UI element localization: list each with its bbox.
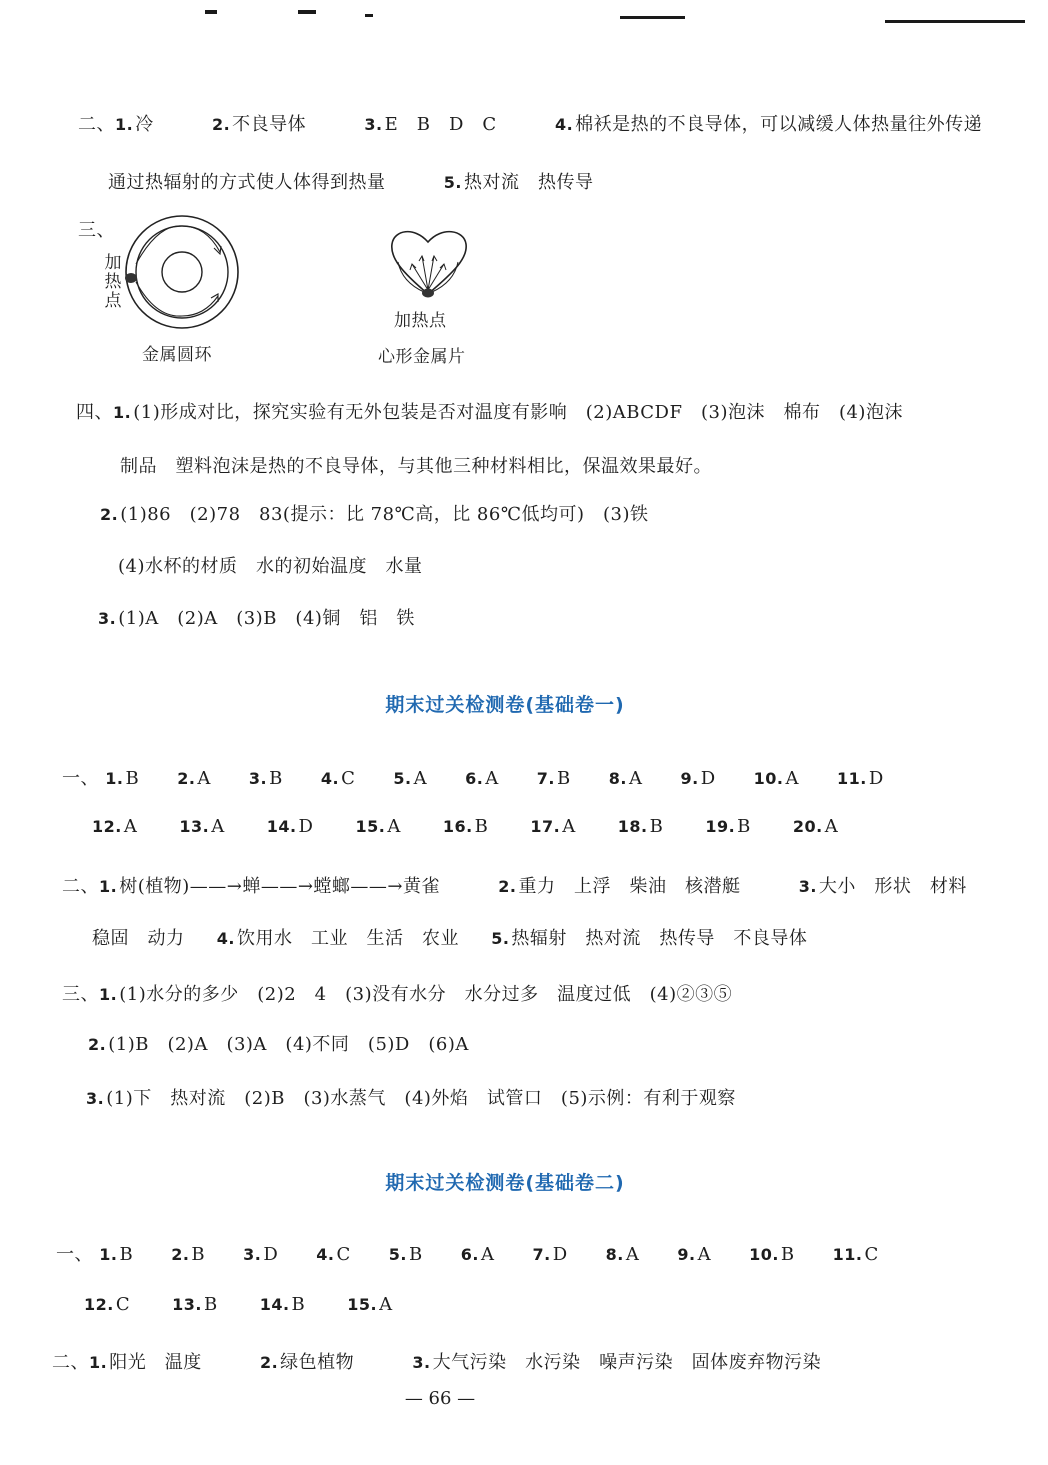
mc-answer [99, 1244, 133, 1265]
answer-text: 通过热辐射的方式使人体得到热量 [108, 172, 386, 193]
mc-answer [833, 1244, 879, 1265]
answer-text: 稳固 动力 [92, 928, 185, 949]
mc-answer [609, 768, 643, 789]
q-number: 7. [536, 769, 556, 788]
answer-text: C [336, 1244, 351, 1265]
answer-text: D [263, 1244, 279, 1265]
heating-point-dot [422, 289, 434, 298]
mc-answer [618, 816, 664, 837]
q-number: 11. [836, 769, 867, 788]
q-number: 14. [266, 817, 297, 836]
answer-text: D [298, 816, 314, 837]
answer-text: A [379, 1294, 393, 1315]
mc-answer [243, 1244, 278, 1265]
sec2-line1 [78, 110, 982, 136]
sec4-q2-line2: (4)水杯的材质 水的初始温度 水量 [118, 556, 423, 577]
q-number: 9. [680, 769, 699, 788]
q-number: 2. [259, 1353, 279, 1372]
q-number: 3. [798, 877, 817, 896]
outer-ring [126, 216, 238, 328]
answer-text: D [700, 768, 716, 789]
answer-text: A [387, 816, 401, 837]
answer-text: E B D C [384, 114, 497, 135]
ring-caption: 金属圆环 [142, 345, 212, 365]
q-number: 13. [179, 817, 210, 836]
heat-arrow-top [136, 226, 220, 264]
exam1-sec3-q3 [86, 1084, 736, 1110]
q-number: 3. [86, 1089, 105, 1108]
exam1-mc-row1 [62, 764, 922, 790]
mc-answer [837, 768, 884, 789]
q-number: 5. [388, 1245, 408, 1264]
answer-text: B [737, 816, 751, 837]
q-number: 1. [105, 769, 124, 788]
q-number: 5. [491, 929, 510, 948]
sec4-q1-line1 [76, 398, 903, 424]
mc-answer [316, 1244, 351, 1265]
exam2-sec2-line1 [52, 1348, 821, 1374]
q-number: 19. [705, 817, 736, 836]
q-number: 6. [465, 769, 484, 788]
answer-text: C [864, 1244, 879, 1265]
arrowhead [419, 256, 424, 261]
exam1-sec3-q2 [88, 1030, 469, 1056]
q-number: 3. [243, 1245, 262, 1264]
q-number: 4. [554, 115, 574, 134]
answer-text: 棉袄是热的不良导体，可以减缓人体热量往外传递 [575, 114, 983, 135]
q-number: 13. [172, 1295, 202, 1314]
answer-text: B [649, 816, 664, 837]
mc-answer [267, 816, 314, 837]
exam1-sec2-line1 [62, 872, 967, 898]
exam1-head2: 二、 [62, 876, 99, 897]
exam2-title: 期末过关检测卷(基础卷二) [385, 1172, 625, 1194]
answer-text: A [485, 768, 499, 789]
q-number: 2. [177, 769, 196, 788]
mc-answer [793, 816, 838, 837]
answer-text: A [123, 816, 138, 837]
q-number: 8. [608, 769, 627, 788]
q-number: 2. [498, 877, 517, 896]
mc-answer [749, 1244, 795, 1265]
answer-text: 热辐射 热对流 热传导 不良导体 [511, 928, 808, 949]
q-number: 10. [753, 769, 784, 788]
q-number: 8. [605, 1245, 624, 1264]
answer-text: D [868, 768, 884, 789]
answer-text: (1)水分的多少 (2)2 4 (3)没有水分 水分过多 温度过低 (4)②③⑤ [119, 984, 733, 1005]
answer-text: 树(植物)——→蝉——→螳螂——→黄雀 [119, 876, 441, 897]
q-number: 12. [84, 1295, 114, 1314]
answer-text: B [780, 1244, 795, 1265]
mc-answer [754, 768, 799, 789]
answer-text: A [211, 816, 225, 837]
answer-text: (1)A (2)A (3)B (4)铜 铝 铁 [118, 608, 415, 629]
mc-answer [606, 1244, 640, 1265]
sec2-head: 二、 [78, 114, 115, 135]
q-number: 14. [259, 1295, 290, 1314]
q-number: 3. [248, 769, 268, 788]
mc-answer [355, 816, 400, 837]
scan-mark [365, 14, 373, 17]
answer-text: 热对流 热传导 [463, 172, 594, 193]
mc-answer [84, 1294, 130, 1315]
mc-answer [171, 1244, 205, 1265]
answer-text: B [125, 768, 140, 789]
q-number: 2. [100, 505, 119, 524]
mc-answer [677, 1244, 711, 1265]
q-number: 4. [316, 1245, 335, 1264]
mc-answer [347, 1294, 392, 1315]
mc-answer [465, 768, 499, 789]
inner-ring [162, 252, 202, 292]
answer-text: B [269, 768, 283, 789]
q-number: 5. [443, 173, 462, 192]
answer-text: A [197, 768, 211, 789]
mc-answer [530, 816, 575, 837]
sec4-q2-line1 [100, 500, 649, 526]
q-number: 3. [98, 609, 117, 628]
page-number: — 66 — [404, 1388, 476, 1409]
q-number: 4. [320, 769, 340, 788]
q-number: 15. [347, 1295, 378, 1314]
exam1-head3: 三、 [62, 984, 99, 1005]
mc-answer [172, 1294, 218, 1315]
mc-answer [249, 768, 283, 789]
middle-ring [136, 226, 228, 318]
answer-text: (1)形成对比，探究实验有无外包装是否对温度有影响 (2)ABCDF (3)泡沫 棉布 (4)泡沫 [133, 402, 903, 423]
answer-text: B [291, 1294, 306, 1315]
mc-answer [92, 816, 137, 837]
scan-mark [298, 10, 316, 14]
q-number: 2. [88, 1035, 107, 1054]
mc-answer [705, 816, 751, 837]
metal-ring-diagram [118, 212, 248, 332]
answer-text: 不良导体 [232, 114, 307, 135]
answer-text: (1)B (2)A (3)A (4)不同 (5)D (6)A [108, 1034, 469, 1055]
answer-text: 大小 形状 材料 [818, 876, 967, 897]
q-number: 1. [89, 1353, 108, 1372]
mc-answer [443, 816, 489, 837]
answer-text: 重力 上浮 柴油 核潜艇 [518, 876, 741, 897]
scan-mark [205, 10, 217, 14]
exam1-sec2-line2 [92, 924, 807, 950]
answer-text: (1)下 热对流 (2)B (3)水蒸气 (4)外焰 试管口 (5)示例：有利于观察 [106, 1088, 736, 1109]
q-number: 2. [211, 115, 231, 134]
mc-answer [532, 1244, 567, 1265]
answer-text: 大气污染 水污染 噪声污染 固体废弃物污染 [432, 1352, 822, 1373]
mc-answer [260, 1294, 306, 1315]
exam2-head2: 二、 [52, 1352, 89, 1373]
heart-metal-diagram [388, 226, 472, 304]
q-number: 12. [92, 817, 122, 836]
exam2-head1: 一、 [56, 1244, 93, 1265]
answer-text: D [552, 1244, 568, 1265]
scan-mark [620, 16, 685, 19]
exam1-head1: 一、 [62, 768, 99, 789]
mc-answer [389, 1244, 423, 1265]
ring-label: 加热点 [104, 253, 122, 311]
answer-text: A [824, 816, 839, 837]
heart-caption: 心形金属片 [378, 347, 466, 367]
answer-text: B [474, 816, 489, 837]
exam1-sec3-q1 [62, 980, 732, 1006]
answer-text: C [115, 1294, 131, 1315]
mc-answer [105, 768, 139, 789]
heating-point-dot [125, 273, 137, 283]
answer-text: A [785, 768, 799, 789]
q-number: 1. [99, 985, 118, 1004]
answer-text: B [191, 1244, 206, 1265]
q-number: 1. [99, 1245, 118, 1264]
q-number: 4. [216, 929, 235, 948]
sec4-head: 四、 [76, 402, 113, 423]
answer-text: A [562, 816, 576, 837]
q-number: 7. [532, 1245, 551, 1264]
q-number: 9. [677, 1245, 696, 1264]
q-number: 15. [355, 817, 386, 836]
q-number: 11. [832, 1245, 863, 1264]
answer-text: (1)86 (2)78 83(提示：比 78℃高，比 86℃低均可) (3)铁 [120, 504, 649, 525]
sec3-head: 三、 [78, 220, 115, 241]
mc-answer [461, 1244, 495, 1265]
answer-text: A [697, 1244, 712, 1265]
q-number: 20. [792, 817, 823, 836]
mc-answer [680, 768, 715, 789]
exam1-title: 期末过关检测卷(基础卷一) [385, 694, 625, 716]
answer-text: B [119, 1244, 134, 1265]
arrowhead [432, 256, 437, 261]
exam2-mc-row2 [84, 1294, 435, 1315]
q-number: 1. [113, 403, 132, 422]
sec2-line2 [108, 168, 593, 194]
answer-text: C [341, 768, 356, 789]
q-number: 16. [442, 817, 473, 836]
answer-text: 绿色植物 [280, 1352, 355, 1373]
q-number: 3. [412, 1353, 431, 1372]
mc-answer [177, 768, 211, 789]
answer-text: A [413, 768, 428, 789]
q-number: 5. [393, 769, 412, 788]
answer-text: 饮用水 工业 生活 农业 [236, 928, 459, 949]
q-number: 18. [617, 817, 648, 836]
mc-answer [537, 768, 571, 789]
answer-text: A [480, 1244, 495, 1265]
answer-text: 冷 [135, 114, 154, 135]
q-number: 6. [460, 1245, 479, 1264]
answer-text: B [557, 768, 571, 789]
sec4-q1-line2: 制品 塑料泡沫是热的不良导体，与其他三种材料相比，保温效果最好。 [120, 456, 712, 477]
exam1-mc-row2 [92, 816, 880, 837]
answer-text: B [203, 1294, 218, 1315]
mc-answer [393, 768, 427, 789]
answer-text: 阳光 温度 [109, 1352, 202, 1373]
answer-text: B [409, 1244, 423, 1265]
heart-heat-label: 加热点 [394, 311, 447, 331]
q-number: 3. [364, 115, 383, 134]
mc-answer [179, 816, 224, 837]
q-number: 1. [99, 877, 118, 896]
q-number: 1. [115, 115, 134, 134]
scan-mark [885, 20, 1025, 23]
mc-answer [321, 768, 356, 789]
answer-text: A [628, 768, 643, 789]
exam2-mc-row1 [56, 1240, 917, 1266]
answer-text: A [625, 1244, 640, 1265]
sec4-q3-line1 [98, 604, 415, 630]
q-number: 2. [171, 1245, 190, 1264]
q-number: 17. [530, 817, 561, 836]
q-number: 10. [749, 1245, 779, 1264]
